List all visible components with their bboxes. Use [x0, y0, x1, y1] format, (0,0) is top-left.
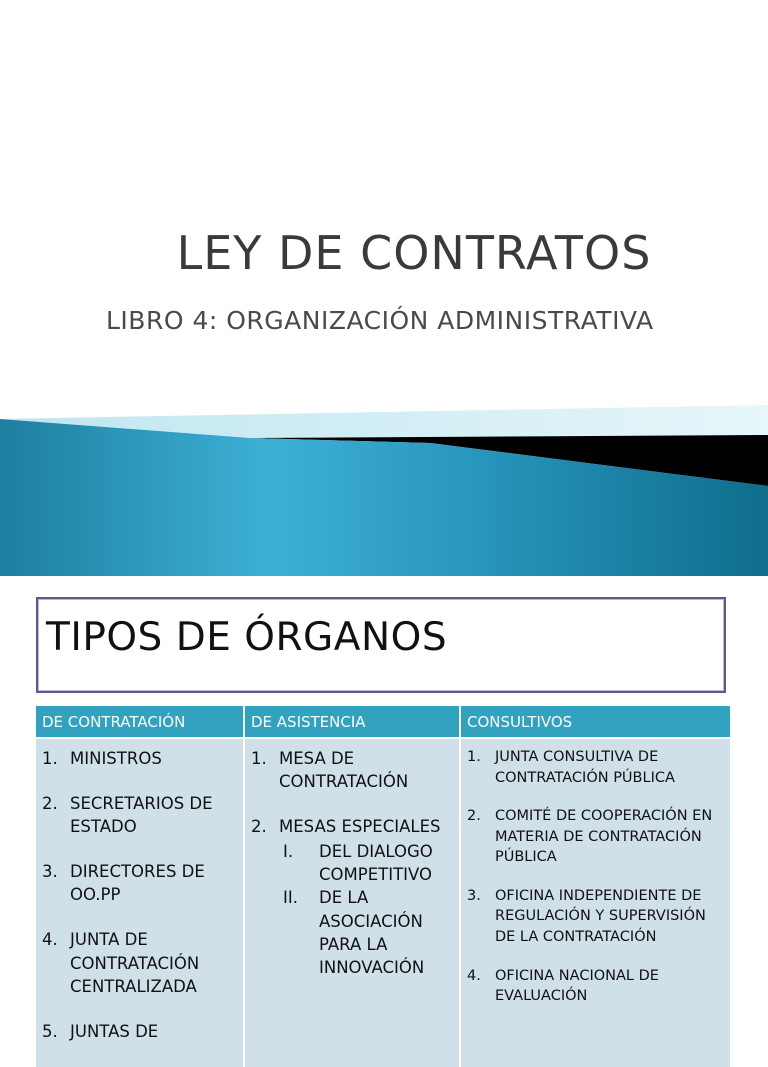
- list-item: 2. COMITÉ DE COOPERACIÓN EN MATERIA DE CONTRATACIÓN PÚBLICA: [467, 808, 713, 866]
- list-item: 2. MESAS ESPECIALES I. DEL DIALOGO COMPETITIVO II. DE LA ASOCIACIÓN PARA LA INNOVACIÓN: [251, 815, 455, 979]
- list-item: 3. OFICINA INDEPENDIENTE DE REGULACIÓN Y SUPERVISIÓN DE LA CONTRATACIÓN: [467, 887, 706, 946]
- column-asistencia: [244, 738, 460, 1067]
- slide-subtitle: LIBRO 4: ORGANIZACIÓN ADMINISTRATIVA: [106, 306, 654, 335]
- column-contratacion: [36, 738, 244, 1067]
- organ-types-table: [36, 706, 730, 1067]
- list-item: 5. JUNTAS DE: [42, 1021, 159, 1041]
- list-item: 4. OFICINA NACIONAL DE EVALUACIÓN: [467, 967, 659, 1005]
- slide-title-organos: TIPOS DE ÓRGANOS: [46, 615, 448, 660]
- column-header-asistencia: DE ASISTENCIA: [244, 706, 460, 738]
- column-header-contratacion: DE CONTRATACIÓN: [36, 706, 244, 738]
- list-item: 1. MINISTROS: [42, 749, 162, 768]
- column-header-consultivos: CONSULTIVOS: [460, 706, 730, 738]
- sub-list: [279, 840, 455, 979]
- list-item: 1. MESA DE CONTRATACIÓN: [251, 749, 409, 792]
- title-box: [36, 597, 726, 693]
- list-item: 2. SECRETARIOS DE ESTADO: [42, 794, 213, 837]
- sub-list-item: II. DE LA ASOCIACIÓN PARA LA INNOVACIÓN: [283, 888, 425, 977]
- decorative-wave-band: [0, 405, 768, 576]
- list-item: 3. DIRECTORES DE OO.PP: [42, 862, 205, 905]
- column-consultivos: [460, 738, 730, 1067]
- slide-title: LEY DE CONTRATOS: [176, 226, 652, 280]
- sub-list-item: I. DEL DIALOGO COMPETITIVO: [283, 842, 433, 885]
- list-item: 1. JUNTA CONSULTIVA DE CONTRATACIÓN PÚBLICA: [467, 749, 675, 786]
- content-slide: [0, 576, 768, 1041]
- list-item: 4. JUNTA DE CONTRATACIÓN CENTRALIZADA: [42, 930, 200, 996]
